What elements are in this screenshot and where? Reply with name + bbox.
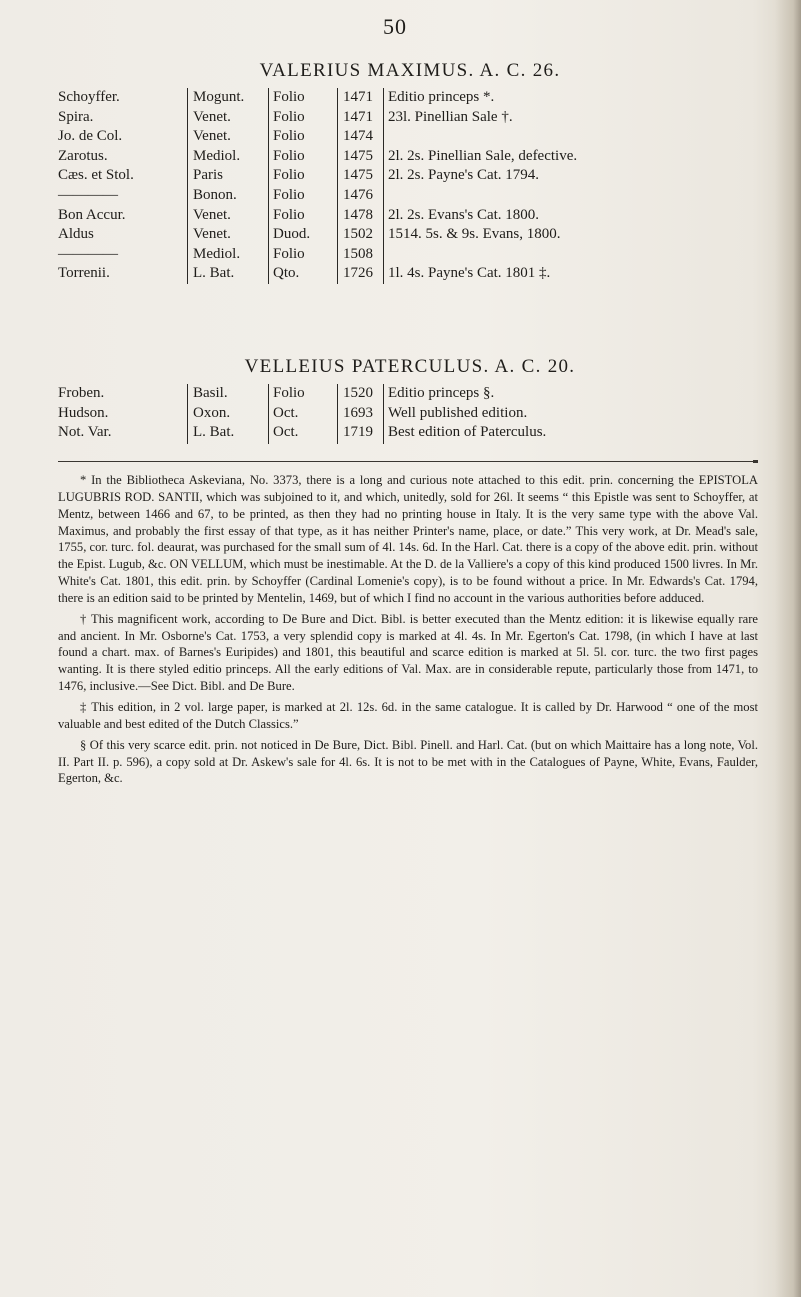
format-cell: Folio <box>273 167 305 184</box>
note-cell: Editio princeps §. <box>388 385 495 401</box>
note-cell: 23l. Pinellian Sale †. <box>388 108 513 125</box>
format-cell: Folio <box>273 245 305 262</box>
page-number: 50 <box>383 14 407 39</box>
year-cell: 1726 <box>343 265 373 282</box>
place-cell: Oxon. <box>193 404 231 421</box>
year-cell: 1471 <box>343 108 373 125</box>
note-cell: 2l. 2s. Pinellian Sale, defective. <box>388 147 578 164</box>
format-cell: Oct. <box>273 404 299 421</box>
format-cell: Qto. <box>273 265 300 282</box>
column-rule <box>187 88 188 284</box>
printer-cell: ———— <box>58 186 118 203</box>
printer-cell: Schoyffer. <box>58 89 120 105</box>
year-cell: 1471 <box>343 89 373 105</box>
place-cell: Mediol. <box>193 147 241 164</box>
format-cell: Folio <box>273 128 305 145</box>
place-cell: Mogunt. <box>193 89 245 105</box>
note-cell: Best edition of Paterculus. <box>388 424 547 441</box>
note-cell: 2l. 2s. Evans's Cat. 1800. <box>388 206 540 223</box>
printer-cell: Spira. <box>58 108 94 125</box>
column-rule <box>268 88 269 284</box>
place-cell: Paris <box>193 167 223 184</box>
footnote-section: § Of this very scarce edit. prin. not noticed in De Bure, Dict. Bibl. Pinell. and Harl. Cat. (but on which Maittaire has a long note, Vol. II. Part II. p. 596), a copy sold at Dr. Askew's sale for 4l. 6s. It is not to be met with in the Catalogues of Payne, White, Evans, Faulder, Egerton, &c. <box>58 737 758 786</box>
note-cell: 2l. 2s. Payne's Cat. 1794. <box>388 167 540 184</box>
printer-cell: Not. Var. <box>58 424 112 441</box>
column-rule <box>383 384 384 444</box>
footnote-asterisk: * In the Bibliotheca Askeviana, No. 3373, there is a long and curious note attached to this edit. prin. concerning the EPISTOLA LUGUBRIS ROD. SANTII, which was subjoined to it, and which, unitedly, sold for 26l. It seems “ this Epistle was sent to Schoyffer, at Mentz, between 1466 and 67, to be printed, as then they had no printing house in Italy. It is the very same type with the above Val. Maximus, and probably the first essay of that type, as it has neither Printer's name, place, or date.” This very work, at Dr. Mead's sale, 1755, cor. turc. fol. deaurat, was purchased for the small sum of 4l. 14s. 6d. In the Harl. Cat. there is a copy of the above edit. prin. without the Epist. Lugub, &c. ON VELLUM, which must be inestimable. At the D. de la Valliere's a copy of this kind produced 1500 livres. In Mr. White's Cat. 1801, this edit. prin. by Schoyffer (Cardinal Lomenie's copy), is to be found without a price. In Mr. Edwards's Cat. 1794, there is an edition said to be printed by Mentelin, 1469, but of which I find no account in the various authorities before adduced. <box>58 473 758 605</box>
year-cell: 1693 <box>343 404 373 421</box>
section-title-velleius-paterculus: VELLEIUS PATERCULUS. A. C. 20. <box>244 356 576 377</box>
year-cell: 1508 <box>343 245 373 262</box>
note-cell: Editio princeps *. <box>388 89 495 105</box>
format-cell: Folio <box>273 108 305 125</box>
footnote-double-dagger: ‡ This edition, in 2 vol. large paper, is marked at 2l. 12s. 6d. in the same catalogue. It is called by Dr. Harwood “ one of the most valuable and best edited of the Dutch Classics.” <box>58 699 758 731</box>
printer-cell: Torrenii. <box>58 265 110 282</box>
format-cell: Folio <box>273 186 305 203</box>
column-rule <box>187 384 188 444</box>
place-cell: Venet. <box>193 108 231 125</box>
column-rule <box>337 88 338 284</box>
place-cell: Venet. <box>193 128 231 145</box>
note-cell: 1514. 5s. & 9s. Evans, 1800. <box>388 226 561 243</box>
footnote-dagger: † This magnificent work, according to De Bure and Dict. Bibl. is better executed than the Mentz edition: it is likewise equally rare and ancient. In Mr. Osborne's Cat. 1753, a very splendid copy is marked at 4l. 4s. In Mr. Egerton's Cat. 1798, (in which I have at last found a chart. max. of Barnes's Euripides) and 1801, this beautiful and scarce edition is marked at 5l. 5l. cor. turc. the two first pages wanting. It is there styled editio princeps. All the early editions of Val. Max. are in considerable repute, particularly those from 1471, to 1476, inclusive.—See Dict. Bibl. and De Bure. <box>58 611 758 694</box>
column-rule <box>337 384 338 444</box>
place-cell: Basil. <box>193 385 228 401</box>
printer-cell: Aldus <box>58 226 94 243</box>
column-rule <box>383 88 384 284</box>
place-cell: Bonon. <box>193 186 237 203</box>
place-cell: L. Bat. <box>193 265 235 282</box>
year-cell: 1502 <box>343 226 373 243</box>
printer-cell: Froben. <box>58 385 105 401</box>
page-edge-shadow <box>775 0 801 1297</box>
year-cell: 1474 <box>343 128 373 145</box>
year-cell: 1478 <box>343 206 373 223</box>
section-title-valerius-maximus: VALERIUS MAXIMUS. A. C. 26. <box>259 60 561 81</box>
format-cell: Oct. <box>273 424 299 441</box>
printer-cell: ———— <box>58 245 118 262</box>
footnote-separator-rule <box>58 461 758 462</box>
printer-cell: Cæs. et Stol. <box>58 167 134 184</box>
printer-cell: Hudson. <box>58 404 109 421</box>
footnotes <box>58 472 758 791</box>
format-cell: Folio <box>273 206 305 223</box>
printer-cell: Bon Accur. <box>58 206 126 223</box>
column-rule <box>268 384 269 444</box>
format-cell: Folio <box>273 89 305 105</box>
note-cell: Well published edition. <box>388 404 528 421</box>
note-cell: 1l. 4s. Payne's Cat. 1801 ‡. <box>388 265 551 282</box>
printer-cell: Jo. de Col. <box>58 128 123 145</box>
printer-cell: Zarotus. <box>58 147 108 164</box>
format-cell: Duod. <box>273 226 311 243</box>
year-cell: 1719 <box>343 424 373 441</box>
year-cell: 1476 <box>343 186 373 203</box>
format-cell: Folio <box>273 385 305 401</box>
format-cell: Folio <box>273 147 305 164</box>
year-cell: 1475 <box>343 167 373 184</box>
place-cell: Venet. <box>193 226 231 243</box>
year-cell: 1475 <box>343 147 373 164</box>
year-cell: 1520 <box>343 385 373 401</box>
place-cell: Mediol. <box>193 245 241 262</box>
place-cell: Venet. <box>193 206 231 223</box>
place-cell: L. Bat. <box>193 424 235 441</box>
